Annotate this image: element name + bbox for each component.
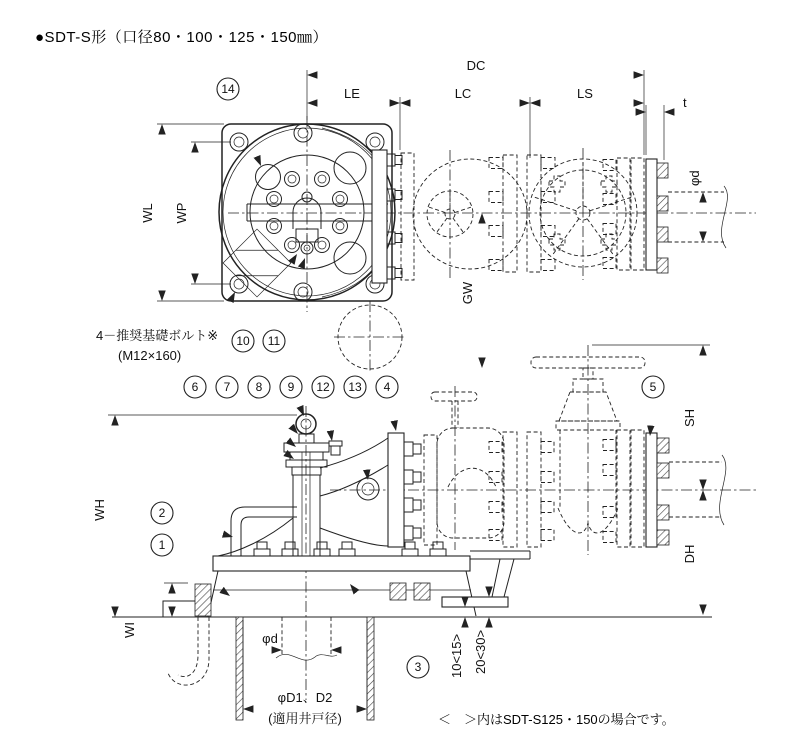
anchor-block-b <box>414 583 430 600</box>
check-valve-elev <box>431 386 504 550</box>
dim-label-phid-plan: φd <box>687 170 702 186</box>
pipe-break-suction <box>276 654 337 660</box>
svg-text:1: 1 <box>158 538 166 552</box>
footnote: ＜ ＞内はSDT-S125・150の場合です。 <box>438 712 675 727</box>
check-valve-wheel-plan <box>427 150 473 280</box>
pipe-plan <box>668 186 727 248</box>
foundation-bolt-size: (M12×160) <box>118 348 182 363</box>
dim-label-dh: DH <box>682 544 697 564</box>
clearance-small-label: 10<15> <box>449 633 464 678</box>
dim-label-le: LE <box>344 86 360 101</box>
casing-plug <box>357 478 379 500</box>
elevation-view <box>112 345 756 720</box>
gauge-port-circle <box>256 165 281 190</box>
check-valve-body-plan <box>413 159 527 269</box>
discharge-ear-top <box>334 152 366 184</box>
balloon-13 <box>344 376 368 480</box>
plan-view <box>219 116 756 312</box>
balloon-12 <box>312 376 334 441</box>
outlet-flanges-elev <box>603 430 669 547</box>
dim-label-lc: LC <box>454 86 472 101</box>
check-valve-handwheel <box>431 392 477 401</box>
base-bolts <box>254 542 446 556</box>
dim-label-phid-elev: φd <box>262 631 278 646</box>
svg-text:5: 5 <box>649 380 657 394</box>
svg-text:7: 7 <box>223 380 231 394</box>
balloon-11 <box>263 258 305 352</box>
balloon-6 <box>184 376 294 459</box>
balloon-14 <box>217 78 261 166</box>
dim-label-sh: SH <box>682 408 697 428</box>
svg-text:13: 13 <box>348 380 362 394</box>
discharge-flange-elev <box>388 433 404 547</box>
svg-text:8: 8 <box>255 380 263 394</box>
discharge-ear-bottom <box>334 242 366 274</box>
dim-label-wh: WH <box>92 499 107 521</box>
anchor-bolt-elev <box>168 584 211 685</box>
well-cover-base <box>163 542 530 617</box>
balloon-4 <box>376 376 398 431</box>
companion-flange-plan <box>401 153 414 280</box>
well-diameter-label: φD1、D2 <box>277 690 333 705</box>
drawing-title: ●SDT-S形（口径80・100・125・150㎜） <box>35 29 328 46</box>
gland-bolt <box>329 441 342 446</box>
pump-head-elev <box>284 414 342 475</box>
dim-label-wl: WL <box>140 203 155 223</box>
plan-piping <box>334 148 727 373</box>
anchor-block-a <box>390 583 406 600</box>
svg-text:6: 6 <box>191 380 199 394</box>
casing-circle <box>250 155 364 269</box>
discharge-flange-plan <box>372 150 387 283</box>
gate-valve-plan <box>529 148 637 280</box>
discharge-flange-bolts-elev <box>404 442 421 540</box>
gate-valve-elev <box>531 345 645 555</box>
dim-label-dc: DC <box>466 58 486 73</box>
svg-text:11: 11 <box>267 334 281 348</box>
dim-label-gw: GW <box>460 281 475 305</box>
foundation-bolt-text: 4－推奨基礎ボルト※ <box>96 328 219 343</box>
dim-label-wp: WP <box>174 202 189 224</box>
svg-text:9: 9 <box>287 380 295 394</box>
clearance-large-label: 20<30> <box>473 629 488 674</box>
svg-text:2: 2 <box>158 506 166 520</box>
pump-column-elev <box>218 438 388 557</box>
svg-text:14: 14 <box>221 82 235 96</box>
flange-pair-elev <box>489 432 554 547</box>
note-foundation-bolt <box>94 292 235 363</box>
pump-cover-inner-ring <box>223 128 391 296</box>
dim-label-wi: WI <box>122 622 137 638</box>
svg-text:4: 4 <box>383 380 391 394</box>
elevation-piping <box>388 345 726 555</box>
svg-text:10: 10 <box>236 334 250 348</box>
dim-label-ls: LS <box>577 86 593 101</box>
suction-circle-plan <box>334 301 406 373</box>
balloon-9 <box>280 376 304 416</box>
dim-label-t: t <box>683 95 687 110</box>
stand-foot <box>442 597 508 607</box>
outlet-flanges-plan <box>603 158 668 273</box>
torque-arm-plan <box>247 204 388 221</box>
flange-pair-plan <box>489 155 555 272</box>
balloon-2 <box>151 502 233 537</box>
well-diameter-caption: (適用井戸径) <box>268 711 342 726</box>
svg-text:12: 12 <box>316 380 330 394</box>
balloon-5 <box>642 376 664 436</box>
svg-text:3: 3 <box>414 660 422 674</box>
part-balloons <box>151 78 664 678</box>
